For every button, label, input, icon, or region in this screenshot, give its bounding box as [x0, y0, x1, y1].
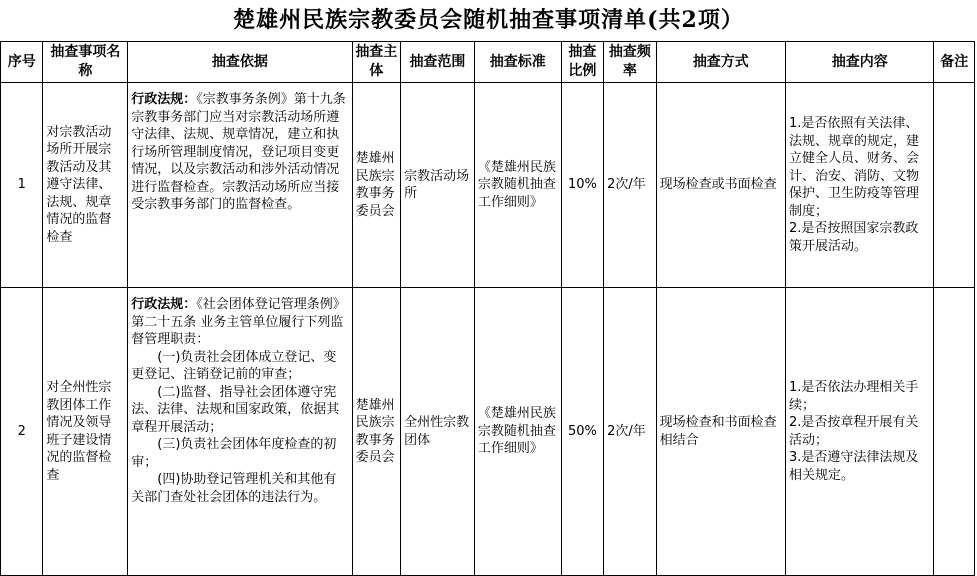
basis-text: 《社会团体登记管理条例》第二十五条 业务主管单位履行下列监督管理职责：: [131, 297, 346, 347]
row-seq: 2: [1, 288, 43, 576]
row-standard: 《楚雄州民族宗教随机抽查工作细则》: [474, 83, 561, 288]
header-subject: 抽查主体: [352, 42, 400, 83]
row-remark: [934, 83, 975, 288]
row-basis: [128, 288, 352, 576]
row-ratio: 10%: [561, 83, 603, 288]
header-scope: 抽查范围: [401, 42, 475, 83]
row-scope: 宗教活动场所: [401, 83, 475, 288]
basis-lead: 行政法规：: [131, 92, 197, 107]
header-remark: 备注: [934, 42, 975, 83]
row-subject: 楚雄州民族宗教事务委员会: [352, 83, 400, 288]
header-seq: 序号: [1, 42, 43, 83]
row-item: 对全州性宗教团体工作情况及领导班子建设情况的监督检查: [43, 288, 128, 576]
header-method: 抽查方式: [656, 42, 785, 83]
basis-lead: 行政法规：: [131, 297, 197, 312]
table-row: [1, 83, 975, 288]
row-ratio: 50%: [561, 288, 603, 576]
header-item: 抽查事项名称: [43, 42, 128, 83]
page-title: 楚雄州民族宗教委员会随机抽查事项清单(共2项）: [233, 7, 744, 33]
row-frequency: 2次/年: [604, 83, 657, 288]
header-content: 抽查内容: [785, 42, 934, 83]
row-frequency: 2次/年: [604, 288, 657, 576]
row-basis: [128, 83, 352, 288]
row-scope: 全州性宗教团体: [401, 288, 475, 576]
header-basis: 抽查依据: [128, 42, 352, 83]
basis-paragraph: [131, 296, 348, 349]
row-method: 现场检查和书面检查相结合: [656, 288, 785, 576]
table-row: [1, 288, 975, 576]
header-standard: 抽查标准: [474, 42, 561, 83]
row-standard: 《楚雄州民族宗教随机抽查工作细则》: [474, 288, 561, 576]
basis-item-4: (四)协助登记管理机关和其他有关部门查处社会团体的违法行为。: [131, 472, 337, 505]
row-method: 现场检查或书面检查: [656, 83, 785, 288]
row-subject: 楚雄州民族宗教事务委员会: [352, 288, 400, 576]
row-content: 1.是否依照有关法律、法规、规章的规定，建立健全人员、财务、会计、治安、消防、文物保护、卫生防疫等管理制度； 2.是否按照国家宗教政策开展活动。: [785, 83, 934, 288]
header-frequency: 抽查频率: [604, 42, 657, 83]
row-remark: [934, 288, 975, 576]
header-row: [1, 42, 975, 83]
basis-text: 《宗教事务条例》第十九条 宗教事务部门应当对宗教活动场所遵守法律、法规、规章情况，建立和执行场所管理制度情况，登记项目变更情况，以及宗教活动和涉外活动情况进行监督检查。宗教活动场所应当接受宗教事务部门的监督检查。: [131, 92, 346, 212]
header-ratio: 抽查比例: [561, 42, 603, 83]
basis-item-3: (三)负责社会团体年度检查的初审；: [131, 437, 337, 470]
row-seq: 1: [1, 83, 43, 288]
row-item: 对宗教活动场所开展宗教活动及其遵守法律、法规、规章情况的监督检查: [43, 83, 128, 288]
basis-item-1: (一)负责社会团体成立登记、变更登记、注销登记前的审查；: [131, 349, 337, 382]
row-content: 1.是否依法办理相关手续； 2.是否按章程开展有关活动； 3.是否遵守法律法规及相关规定。: [785, 288, 934, 576]
basis-item-2: (二)监督、指导社会团体遵守宪法、法律、法规和国家政策，依据其章程开展活动；: [131, 384, 340, 435]
inspection-table: [0, 41, 975, 576]
